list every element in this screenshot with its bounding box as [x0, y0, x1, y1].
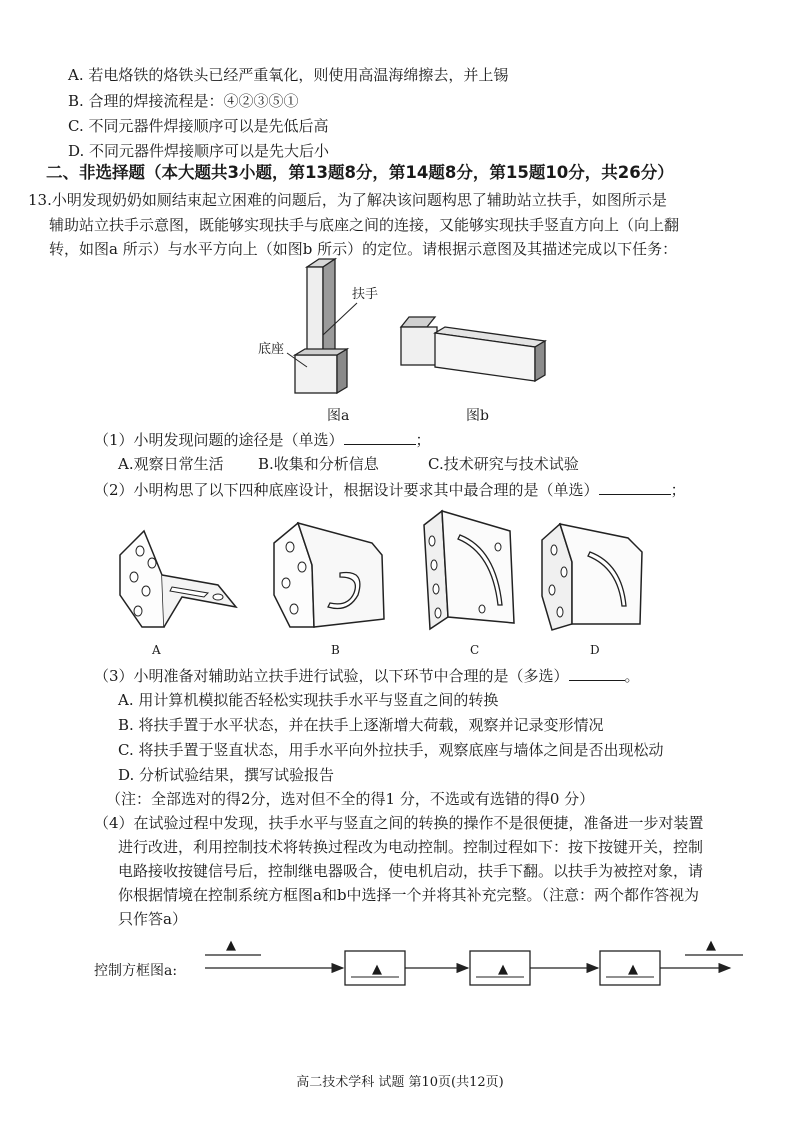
q13-stem-line-3: 转，如图a 所示）与水平方向上（如图b 所示）的定位。请根据示意图及其描述完成以下任务：: [49, 240, 678, 258]
q13-sub2-question: （2）小明构思了以下四种底座设计，根据设计要求其中最合理的是（单选）: [94, 481, 599, 499]
marker-block-2: ▲: [498, 962, 508, 977]
q13-sub2-end: ；: [670, 481, 686, 499]
control-block-diagram: [195, 935, 755, 995]
q13-sub3-end: 。: [624, 667, 640, 685]
figure-b-drawing: [395, 305, 555, 390]
q13-stem-line-1: 13.小明发现奶奶如厕结束起立困难的问题后，为了解决该问题构思了辅助站立扶手，如图所示是: [28, 191, 667, 209]
prev-option-d: D. 不同元器件焊接顺序可以是先大后小: [68, 142, 330, 160]
q13-sub1-answer-blank[interactable]: [344, 428, 416, 445]
bracket-c-drawing: [418, 505, 528, 635]
marker-output: ▲: [706, 938, 716, 953]
bracket-label-b: B: [331, 643, 340, 657]
q13-sub1: [94, 428, 431, 451]
q13-sub4-line-1: （4）在试验过程中发现，扶手水平与竖直之间的转换的操作不是很便捷，准备进一步对装置: [94, 814, 704, 832]
q13-sub3-option-a: A. 用计算机模拟能否轻松实现扶手水平与竖直之间的转换: [118, 691, 499, 709]
bracket-label-d: D: [590, 643, 600, 657]
q13-sub3-option-b: B. 将扶手置于水平状态，并在扶手上逐渐增大荷载，观察并记录变形情况: [118, 716, 604, 734]
q13-sub1-option-b: B.收集和分析信息: [258, 455, 379, 473]
q13-sub3-option-d: D. 分析试验结果，撰写试验报告: [118, 766, 335, 784]
figure-a-drawing: [285, 255, 365, 400]
label-fig-a: 图a: [327, 408, 350, 424]
bracket-d-drawing: [538, 512, 648, 637]
marker-input: ▲: [226, 938, 236, 953]
marker-block-1: ▲: [372, 962, 382, 977]
q13-sub1-end: ；: [415, 431, 431, 449]
q13-sub3-note: （注：全部选对的得2分，选对但不全的得1 分，不选或有选错的得0 分）: [106, 790, 595, 808]
label-base: 底座: [258, 342, 285, 357]
bracket-b-drawing: [268, 515, 398, 635]
q13-sub2-answer-blank[interactable]: [599, 478, 671, 495]
q13-sub3-answer-blank[interactable]: [569, 664, 625, 681]
bracket-a-drawing: [108, 515, 243, 635]
q13-sub1-question: （1）小明发现问题的途径是（单选）: [94, 431, 344, 449]
q13-sub3-option-c: C. 将扶手置于竖直状态，用手水平向外拉扶手，观察底座与墙体之间是否出现松动: [118, 741, 664, 759]
control-diagram-label: 控制方框图a:: [94, 963, 178, 979]
q13-sub2: [94, 478, 686, 501]
q13-sub3: [94, 664, 640, 687]
bracket-label-a: A: [152, 643, 161, 657]
q13-sub3-question: （3）小明准备对辅助站立扶手进行试验，以下环节中合理的是（多选）: [94, 667, 569, 685]
section-title: 二、非选择题（本大题共3小题，第13题8分，第14题8分，第15题10分，共26分）: [46, 163, 674, 182]
label-fig-b: 图b: [466, 408, 489, 424]
q13-sub1-option-c: C.技术研究与技术试验: [428, 455, 579, 473]
q13-stem-line-2: 辅助站立扶手示意图，既能够实现扶手与底座之间的连接，又能够实现扶手竖直方向上（向上翻: [49, 216, 680, 234]
q13-sub4-line-3: 电路接收按键信号后，控制继电器吸合，使电机启动，扶手下翻。以扶手为被控对象，请: [118, 862, 704, 880]
label-handle: 扶手: [352, 287, 379, 302]
q13-sub1-option-a: A.观察日常生活: [118, 455, 224, 473]
q13-sub4-line-4: 你根据情境在控制系统方框图a和b中选择一个并将其补充完整。（注意：两个都作答视为: [118, 886, 700, 904]
q13-sub4-line-2: 进行改进，利用控制技术将转换过程改为电动控制。控制过程如下：按下按键开关，控制: [118, 838, 704, 856]
prev-option-c: C. 不同元器件焊接顺序可以是先低后高: [68, 117, 329, 135]
prev-option-b: B. 合理的焊接流程是：④②③⑤①: [68, 92, 299, 110]
page-footer: 高二技术学科 试题 第10页(共12页): [296, 1075, 504, 1090]
marker-block-3: ▲: [628, 962, 638, 977]
bracket-label-c: C: [470, 643, 480, 657]
prev-option-a: A. 若电烙铁的烙铁头已经严重氧化，则使用高温海绵擦去，并上锡: [68, 66, 509, 84]
q13-sub4-line-5: 只作答a）: [118, 910, 187, 928]
